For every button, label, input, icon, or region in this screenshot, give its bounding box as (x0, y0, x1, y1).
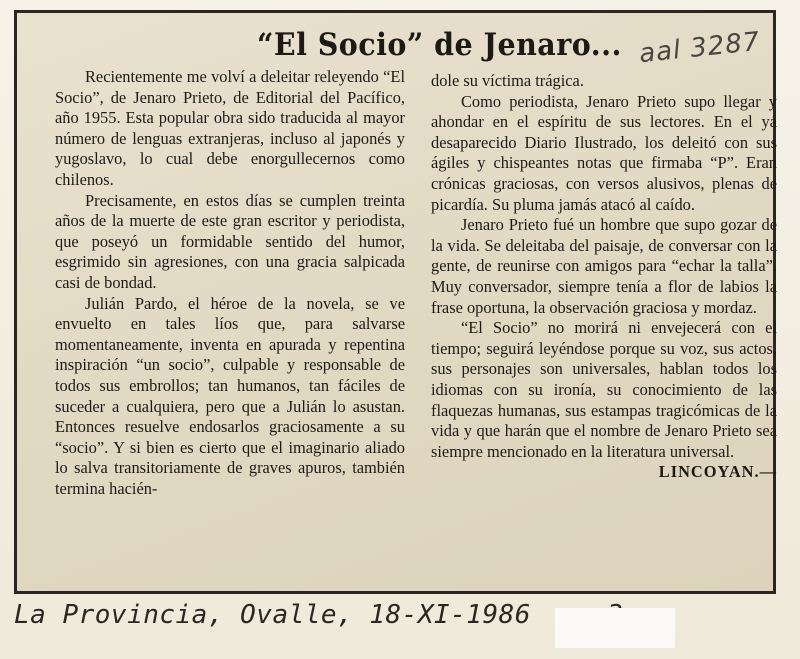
paragraph: Recientemente me volví a deleitar releyendo “El Socio”, de Jenaro Prieto, de Editorial del Pacífico, año 1955. Esta popular obra sido traducida al mayor número de lenguas extranjeras, incluso al japonés y yugoslavo, lo cual debe enorgullecernos como chilenos. (55, 67, 405, 189)
paragraph: “El Socio” no morirá ni envejecerá con el tiempo; seguirá leyéndose porque su voz, sus actos, sus personajes son universales, hablan todos los idiomas con su ironía, su conocimiento de las flaquezas humanas, sus estampas tragicómicas de la vida y que harán que el nombre de Jenaro Prieto sea siempre mencionado en la literatura universal. (431, 318, 777, 461)
author-signature: LINCOYAN.— (658, 462, 777, 482)
source-text: La Provincia, Ovalle, 18-XI-1986 (14, 600, 531, 630)
white-paper-patch (555, 608, 675, 648)
article-title: “El Socio” de Jenaro... (257, 27, 622, 63)
paragraph: Como periodista, Jenaro Prieto supo llegar y ahondar en el espíritu de sus lectores. En el yá desaparecido Diario Ilustrado, los deleitó con sus ágiles y chispeantes notas que firmaba “P”. Eran crónicas graciosas, con versos alusivos, plenas de picardía. Su pluma jamás atacó al caído. (431, 91, 777, 214)
handwritten-reference-note: aal 3287 (637, 26, 762, 70)
paragraph: Jenaro Prieto fué un hombre que supo gozar de la vida. Se deleitaba del paisaje, de conversar con la gente, de reunirse con amigos para “echar la talla”. Muy conversador, siempre tenía a flor de labios la frase oportuna, la observación graciosa y mordaz. (431, 215, 777, 317)
paragraph: Julián Pardo, el héroe de la novela, se ve envuelto en tales líos que, para salvarse momentaneamente, inventa en apurada y repentina inspiración “un socio”, culpable y responsable de todos sus embrollos; tan humanos, tan fáciles de suceder a cualquiera, pero que a Julián lo asustan. Entonces resuelve endosarlos graciosamente a su “socio”. Y si bien es cierto que el imaginario aliado lo salva transitoriamente de graves apuros, también termina hacién- (55, 293, 405, 498)
paragraph: dole su víctima trágica. (431, 71, 584, 90)
article-left-column (55, 67, 405, 499)
handwritten-source-note (14, 600, 624, 630)
newspaper-clipping (14, 10, 776, 594)
article-right-column (431, 71, 777, 483)
paragraph: Precisamente, en estos días se cumplen treinta años de la muerte de este gran escritor y periodista, que poseyó un formidable sentido del humor, esgrimido sin agresiones, con una gracia salpicada casi de bondad. (55, 190, 405, 292)
